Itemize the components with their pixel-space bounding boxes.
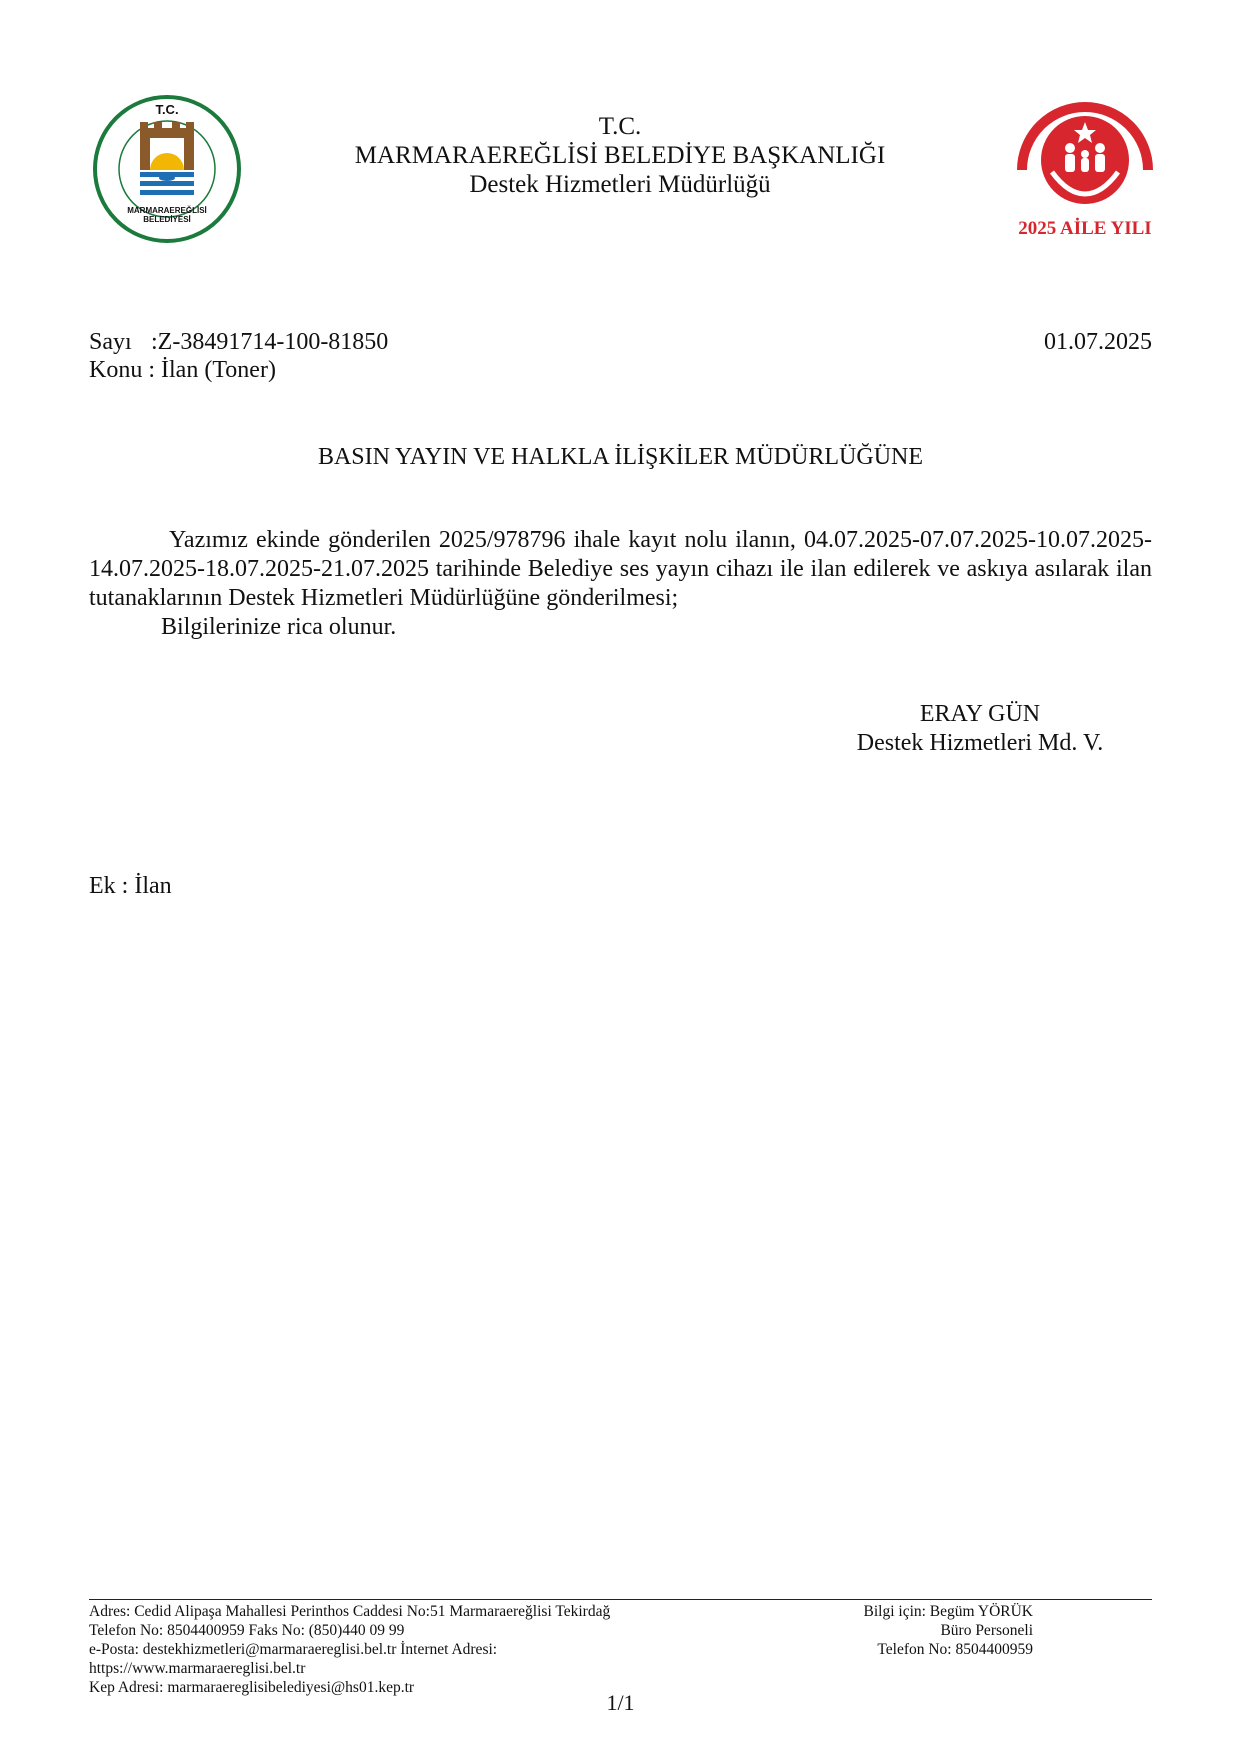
footer-info-role: Büro Personeli <box>940 1622 1033 1639</box>
konu-label: Konu <box>89 357 143 383</box>
seal-top-text: T.C. <box>155 102 179 117</box>
footer-info <box>773 1602 1033 1659</box>
footer-info-phone: Telefon No: 8504400959 <box>877 1641 1033 1658</box>
document-date: 01.07.2025 <box>1044 329 1152 355</box>
body-paragraph: Yazımız ekinde gönderilen 2025/978796 ihale kayıt nolu ilanın, 04.07.2025-07.07.2025-10.07.2025-14.07.2025-18.07.2025-21.07.2025 tarihinde Belediye ses yayın cihazı ile ilan edilerek ve askıya asılarak ilan tutanaklarının Destek Hizmetleri Müdürlüğüne gönderilmesi; <box>89 527 1152 611</box>
document-number-row <box>89 328 388 356</box>
recipient-heading: BASIN YAYIN VE HALKLA İLİŞKİLER MÜDÜRLÜĞÜNE <box>317 444 924 470</box>
konu-value: : İlan (Toner) <box>148 357 276 383</box>
footer-email: e-Posta: destekhizmetleri@marmaraereglisi.bel.tr İnternet Adresi: <box>89 1641 498 1658</box>
subject-row <box>89 356 276 384</box>
header-department: Destek Hizmetleri Müdürlüğü <box>469 171 771 198</box>
family-year-logo <box>1010 90 1160 250</box>
header-organization: MARMARAEREĞLİSİ BELEDİYE BAŞKANLIĞI <box>354 142 886 169</box>
footer-info-contact: Bilgi için: Begüm YÖRÜK <box>863 1603 1033 1620</box>
municipality-seal-logo <box>92 94 242 244</box>
sayi-label: Sayı <box>89 329 132 355</box>
footer-website[interactable]: https://www.marmaraereglisi.bel.tr <box>89 1660 306 1677</box>
sayi-value: :Z-38491714-100-81850 <box>151 329 389 355</box>
seal-ring-text: MARMARAEREĞLİSİ BELEDİYESİ <box>127 206 207 224</box>
signer-title: Destek Hizmetleri Md. V. <box>856 730 1104 756</box>
footer-divider <box>89 1599 1152 1600</box>
page-number: 1/1 <box>606 1690 635 1715</box>
closing-paragraph: Bilgilerinize rica olunur. <box>161 614 397 640</box>
footer-kep: Kep Adresi: marmaraereglisibelediyesi@hs01.kep.tr <box>89 1679 415 1696</box>
footer-address: Adres: Cedid Alipaşa Mahallesi Perinthos Caddesi No:51 Marmaraereğlisi Tekirdağ <box>89 1603 611 1620</box>
footer-phone: Telefon No: 8504400959 Faks No: (850)440 09 99 <box>89 1622 405 1639</box>
signer-name: ERAY GÜN <box>919 701 1041 727</box>
letter-body <box>89 526 1152 642</box>
family-year-caption: 2025 AİLE YILI <box>1018 218 1152 239</box>
attachment-note: Ek : İlan <box>89 873 172 899</box>
footer-contact <box>89 1602 709 1697</box>
header-tc: T.C. <box>598 113 642 140</box>
family-year-emblem-icon <box>1010 90 1160 220</box>
signature-block <box>820 700 1140 758</box>
